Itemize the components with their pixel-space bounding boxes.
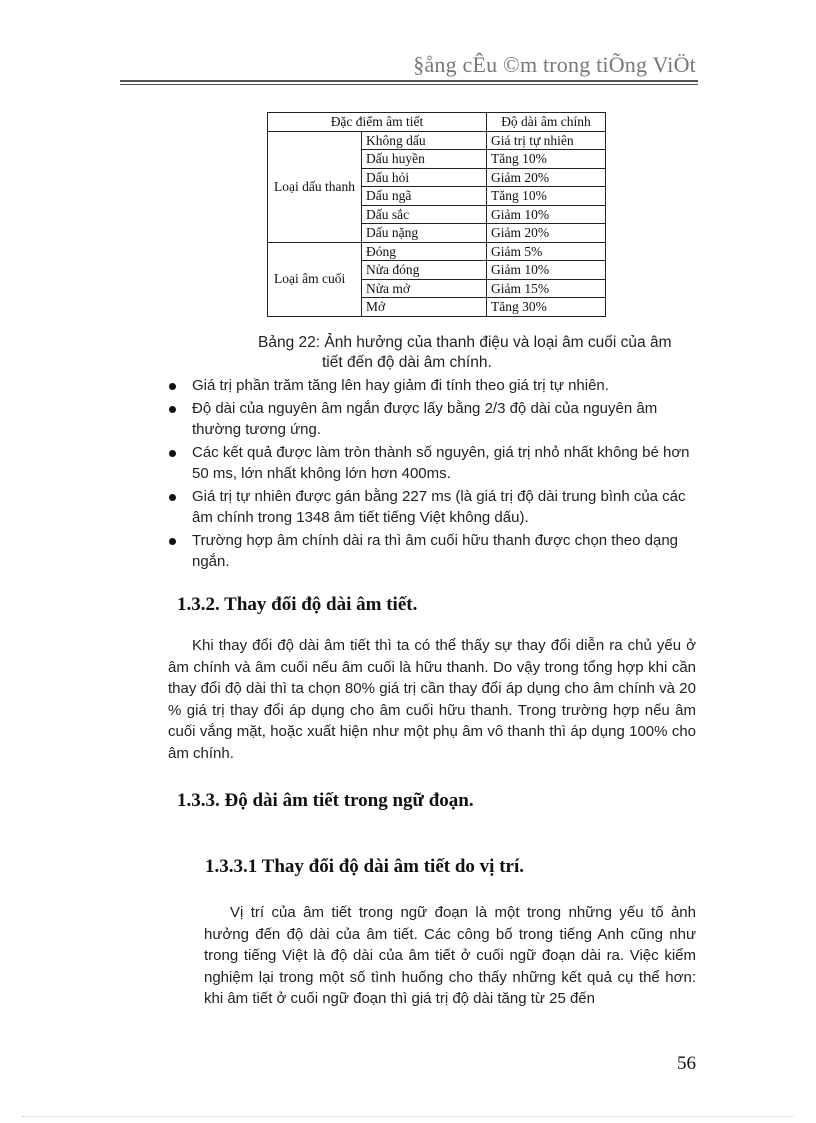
table-cell-item: Đóng xyxy=(361,242,486,261)
list-item-text: Giá trị tự nhiên được gán bằng 227 ms (là giá trị độ dài trung bình của các âm chính trong 1348 âm tiết tiếng Việt không dấu). xyxy=(192,487,686,526)
table-cell-item: Dấu sắc xyxy=(361,205,486,224)
table-cell-value: Giảm 20% xyxy=(486,168,605,187)
list-item-text: Trường hợp âm chính dài ra thì âm cuối hữu thanh được chọn theo dạng ngắn. xyxy=(192,531,679,570)
table-cell-value: Giá trị tự nhiên xyxy=(486,131,605,150)
table-cell-item: Dấu nặng xyxy=(361,224,486,243)
syllable-length-table xyxy=(267,112,606,317)
table-caption xyxy=(258,333,698,373)
table-header-row xyxy=(268,113,606,132)
table-cell-item: Không dấu xyxy=(361,131,486,150)
list-item-text: Các kết quả được làm tròn thành số nguyên, giá trị nhỏ nhất không bé hơn 50 ms, lớn nhất không lớn hơn 400ms. xyxy=(192,443,690,482)
table-col-header-length: Độ dài âm chính xyxy=(486,113,605,132)
table-col-header-features: Đặc điểm âm tiết xyxy=(268,113,487,132)
table-group-label-tone: Loại dấu thanh xyxy=(268,131,362,242)
list-item xyxy=(168,398,698,441)
table-row xyxy=(268,242,606,261)
bullet-icon xyxy=(169,494,176,501)
table-cell-item: Mở xyxy=(361,298,486,317)
table-cell-value: Giảm 5% xyxy=(486,242,605,261)
table-cell-value: Giảm 20% xyxy=(486,224,605,243)
section-heading-1-3-3-1: 1.3.3.1 Thay đổi độ dài âm tiết do vị trí. xyxy=(205,856,524,877)
table-cell-item: Dấu huyền xyxy=(361,150,486,169)
table-cell-item: Dấu hỏi xyxy=(361,168,486,187)
section-paragraph-1-3-3-1: Vị trí của âm tiết trong ngữ đoạn là một trong những yếu tố ảnh hưởng đến độ dài của âm tiết. Các công bố trong tiếng Anh cũng như trong tiếng Việt là độ dài của âm tiết ở cuối ngữ đoạn dài ra. Việc kiểm nghiệm lại trong một số tình huống cho thấy những kết quả cụ thể hơn: khi âm tiết ở cuối ngữ đoạn thì giá trị độ dài tăng từ 25 đến xyxy=(204,904,696,1008)
bullet-icon xyxy=(169,383,176,390)
header-rule-thick xyxy=(120,80,698,82)
bullet-icon xyxy=(169,406,176,413)
section-heading-1-3-3: 1.3.3. Độ dài âm tiết trong ngữ đoạn. xyxy=(177,790,474,811)
table-cell-item: Nửa đóng xyxy=(361,261,486,280)
list-item xyxy=(168,375,698,397)
section-paragraph-1-3-2: Khi thay đổi độ dài âm tiết thì ta có thể thấy sự thay đổi diễn ra chủ yếu ở âm chính và âm cuối nếu âm cuối là hữu thanh. Do vậy trong tổng hợp khi cần thay đổi độ dài thì ta chọn 80% giá trị cần thay đổi áp dụng cho âm chính và 20 % giá trị thay đổi áp dụng cho âm cuối hữu thanh. Trong trường hợp nếu âm cuối vắng mặt, hoặc xuất hiện như một phụ âm vô thanh thì áp dụng 100% cho âm chính. xyxy=(168,637,696,762)
caption-line-2: tiết đến độ dài âm chính. xyxy=(322,354,492,371)
table-cell-value: Tăng 10% xyxy=(486,187,605,206)
table-cell-item: Nửa mở xyxy=(361,279,486,298)
list-item xyxy=(168,442,698,485)
header-rule-thin xyxy=(120,84,698,85)
table-cell-value: Giảm 10% xyxy=(486,205,605,224)
page-bottom-dotted-rule xyxy=(22,1116,794,1117)
table-row xyxy=(268,131,606,150)
table-cell-value: Tăng 30% xyxy=(486,298,605,317)
list-item-text: Giá trị phần trăm tăng lên hay giảm đi tính theo giá trị tự nhiên. xyxy=(192,377,609,394)
table-cell-item: Dấu ngã xyxy=(361,187,486,206)
bullet-icon xyxy=(169,538,176,545)
list-item xyxy=(168,486,698,529)
page-number: 56 xyxy=(677,1053,696,1074)
list-item-text: Độ dài của nguyên âm ngắn được lấy bằng 2/3 độ dài của nguyên âm thường tương ứng. xyxy=(192,399,658,438)
section-heading-1-3-2: 1.3.2. Thay đổi độ dài âm tiết. xyxy=(177,594,418,615)
table-group-label-final: Loại âm cuối xyxy=(268,242,362,316)
table-cell-value: Giảm 15% xyxy=(486,279,605,298)
notes-bullet-list xyxy=(168,375,698,574)
running-header-title: §ång cÊu ©m trong tiÕng ViÖt xyxy=(413,52,696,77)
caption-line-1: Bảng 22: Ảnh hưởng của thanh điệu và loại âm cuối của âm xyxy=(258,334,672,351)
list-item xyxy=(168,530,698,573)
bullet-icon xyxy=(169,450,176,457)
table-cell-value: Tăng 10% xyxy=(486,150,605,169)
table-cell-value: Giảm 10% xyxy=(486,261,605,280)
